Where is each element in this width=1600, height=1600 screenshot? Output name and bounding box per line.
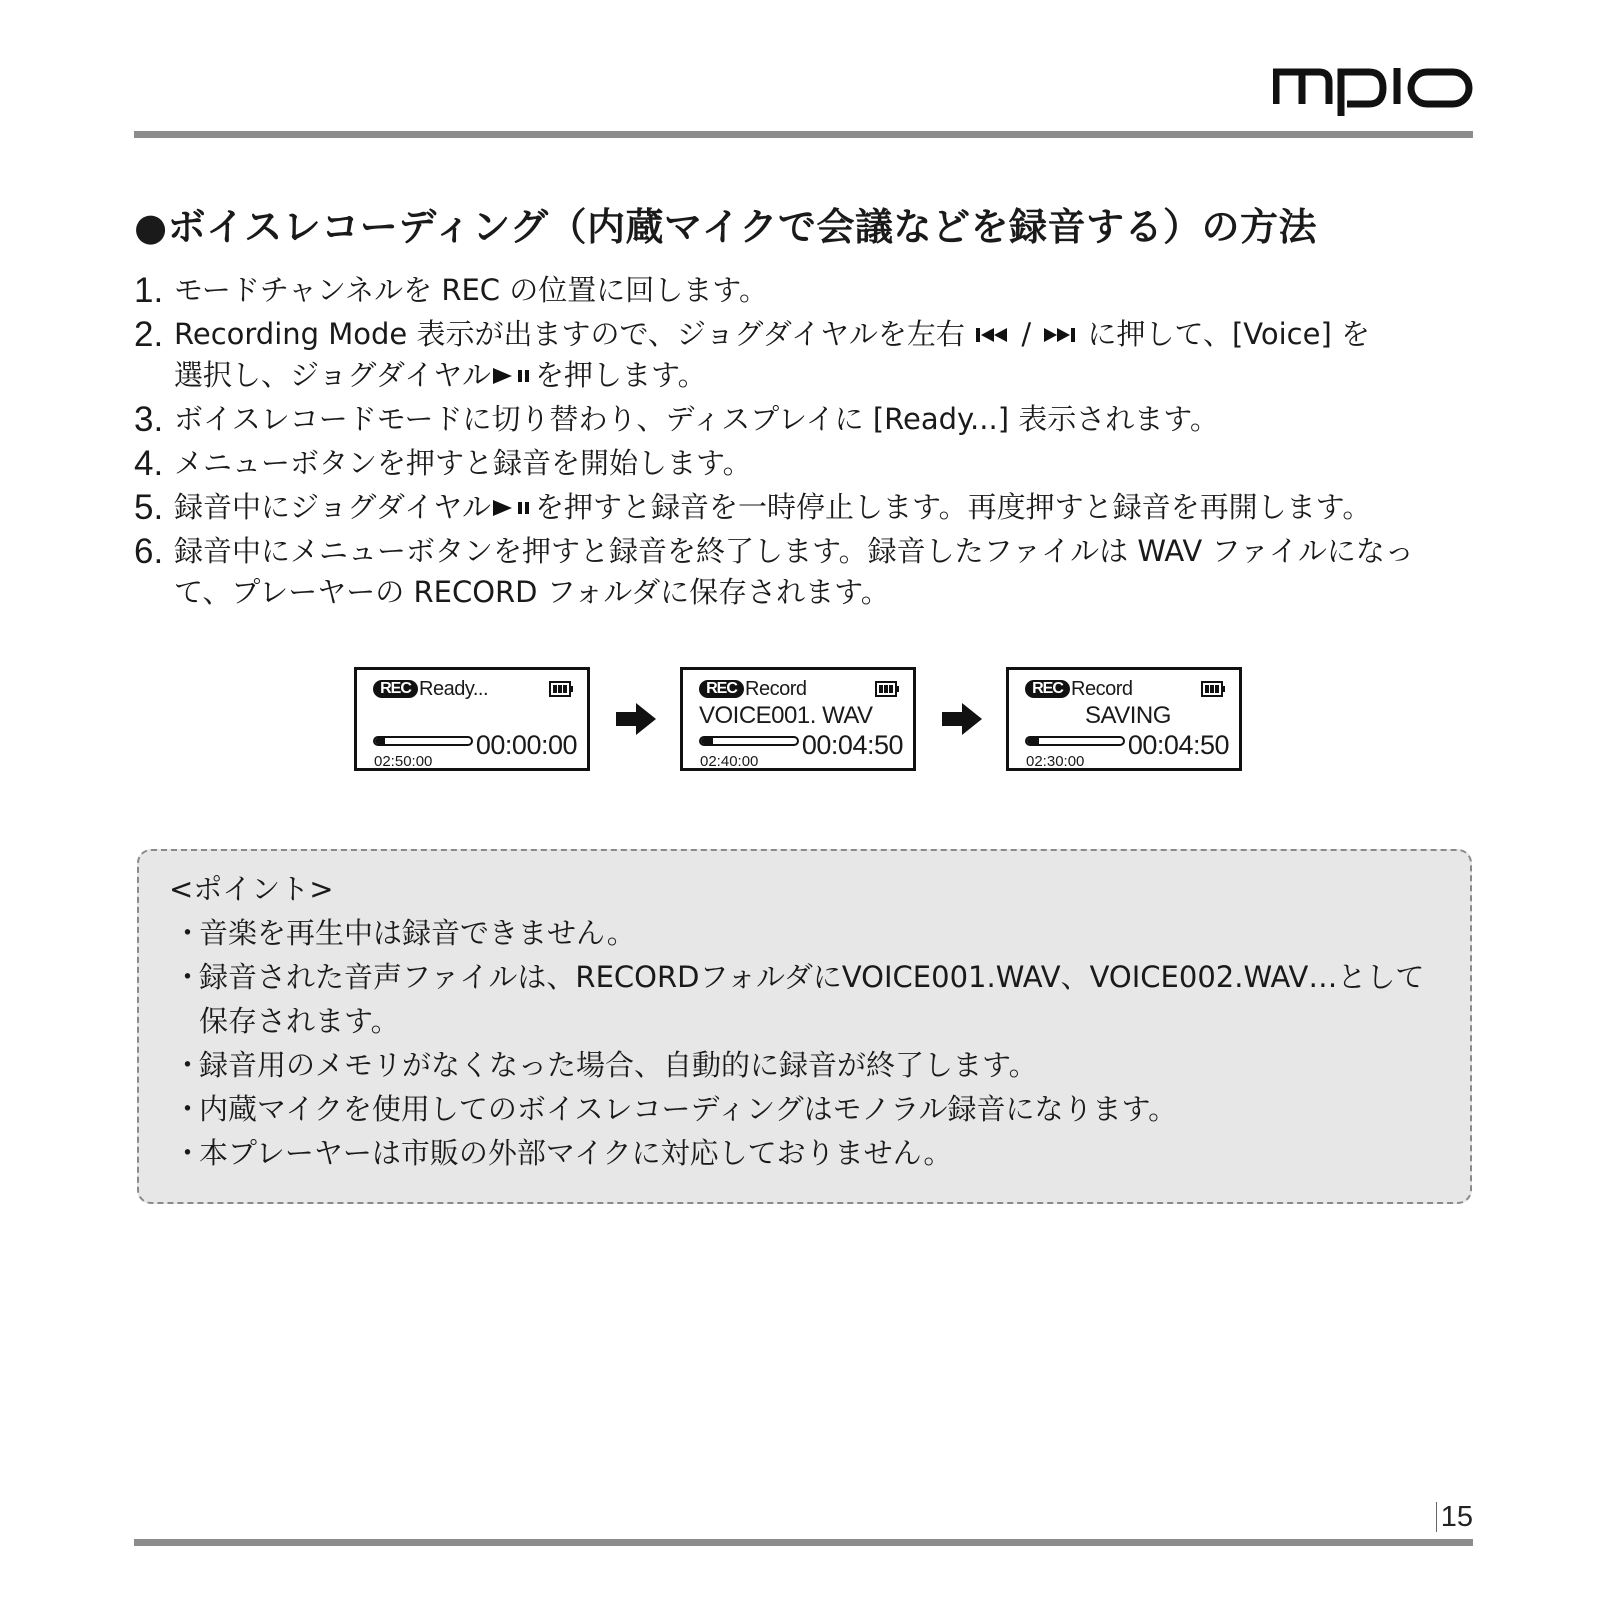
step-1: [134, 270, 1473, 311]
step-text: 選択し、ジョグダイヤル: [174, 358, 491, 392]
point-text: 録音された音声ファイルは、RECORDフォルダにVOICE001.WAV、VOICE002.WAV…として保存されます。: [199, 960, 1425, 1038]
point-title: <ポイント>: [169, 872, 334, 906]
point-item: [169, 955, 1439, 1043]
saving-label: SAVING: [1085, 702, 1171, 729]
step-3: [134, 399, 1473, 440]
lcd-screen-record: [680, 667, 916, 771]
rec-badge: REC: [1025, 680, 1070, 698]
point-text: 録音用のメモリがなくなった場合、自動的に録音が終了します。: [199, 1048, 1038, 1082]
progress-fill: [1027, 738, 1039, 744]
lcd-screen-ready: [354, 667, 590, 771]
point-item: [169, 1043, 1439, 1087]
progress-fill: [375, 738, 385, 744]
step-text: 録音中にメニューボタンを押すと録音を終了します。録音したファイルは WAV ファイルになっ: [174, 534, 1414, 568]
recording-progress-bar: [699, 736, 799, 746]
bullet: ・: [173, 916, 203, 950]
footer-rule: [134, 1539, 1473, 1546]
screen-sequence: [354, 667, 1254, 777]
file-name: VOICE001. WAV: [699, 702, 873, 729]
step-text: に押して、[Voice] を: [1087, 317, 1370, 351]
step-5: [134, 487, 1473, 528]
progress-fill: [701, 738, 713, 744]
bullet: ・: [173, 960, 203, 994]
remaining-time: 02:50:00: [374, 753, 433, 770]
rec-badge: REC: [699, 680, 744, 698]
lcd-screen-saving: [1006, 667, 1242, 771]
step-text: モードチャンネルを REC の位置に回します。: [174, 273, 768, 307]
step-text: Recording Mode 表示が出ますので、ジョグダイヤルを左右: [174, 317, 965, 351]
point-item: [169, 1131, 1439, 1175]
page-number: 15: [1436, 1502, 1473, 1532]
right-arrow-icon: [616, 703, 656, 735]
bullet: ・: [173, 1092, 203, 1126]
battery-icon: [1201, 680, 1225, 698]
step-2: [134, 314, 1473, 396]
play-pause-icon: [491, 365, 535, 387]
recording-progress-bar: [373, 736, 473, 746]
recording-progress-bar: [1025, 736, 1125, 746]
header-rule: [134, 131, 1473, 138]
remaining-time: 02:40:00: [700, 753, 759, 770]
screen-status: Record: [1071, 678, 1133, 700]
play-pause-icon: [491, 497, 535, 519]
step-number: 4.: [134, 444, 164, 483]
point-text: 音楽を再生中は録音できません。: [199, 916, 636, 950]
page-title: ●ボイスレコーディング（内蔵マイクで会議などを録音する）の方法: [134, 205, 1317, 249]
elapsed-time: 00:04:50: [801, 730, 903, 760]
point-item: [169, 911, 1439, 955]
battery-icon: [549, 680, 573, 698]
step-text: /: [1021, 317, 1032, 351]
bullet: ・: [173, 1048, 203, 1082]
point-text: 本プレーヤーは市販の外部マイクに対応しておりません。: [199, 1136, 953, 1170]
screen-status: Record: [745, 678, 807, 700]
right-arrow-icon: [942, 703, 982, 735]
step-text: ボイスレコードモードに切り替わり、ディスプレイに [Ready...] 表示されます。: [174, 402, 1219, 436]
step-text: メニューボタンを押すと録音を開始します。: [174, 446, 752, 480]
mpio-logo: [1273, 60, 1473, 124]
point-text: 内蔵マイクを使用してのボイスレコーディングはモノラル録音になります。: [199, 1092, 1178, 1126]
remaining-time: 02:30:00: [1026, 753, 1085, 770]
rec-badge: REC: [373, 680, 418, 698]
step-number: 1.: [134, 271, 164, 310]
elapsed-time: 00:04:50: [1127, 730, 1229, 760]
point-list: [169, 911, 1439, 1175]
step-text: を押すと録音を一時停止します。再度押すと録音を再開します。: [534, 490, 1372, 524]
skip-forward-icon: [1040, 324, 1078, 346]
step-text: て、プレーヤーの RECORD フォルダに保存されます。: [174, 575, 890, 609]
elapsed-time: 00:00:00: [475, 730, 577, 760]
step-4: [134, 443, 1473, 484]
step-number: 5.: [134, 488, 164, 527]
bullet: ・: [173, 1136, 203, 1170]
step-list: [134, 270, 1473, 616]
skip-back-icon: [974, 324, 1012, 346]
step-number: 2.: [134, 315, 164, 354]
step-text: を押します。: [534, 358, 707, 392]
point-item: [169, 1087, 1439, 1131]
step-text: 録音中にジョグダイヤル: [174, 490, 491, 524]
step-number: 3.: [134, 400, 164, 439]
step-number: 6.: [134, 532, 164, 571]
battery-icon: [875, 680, 899, 698]
step-6: [134, 531, 1473, 613]
screen-status: Ready...: [419, 678, 488, 700]
point-box: [137, 849, 1472, 1204]
